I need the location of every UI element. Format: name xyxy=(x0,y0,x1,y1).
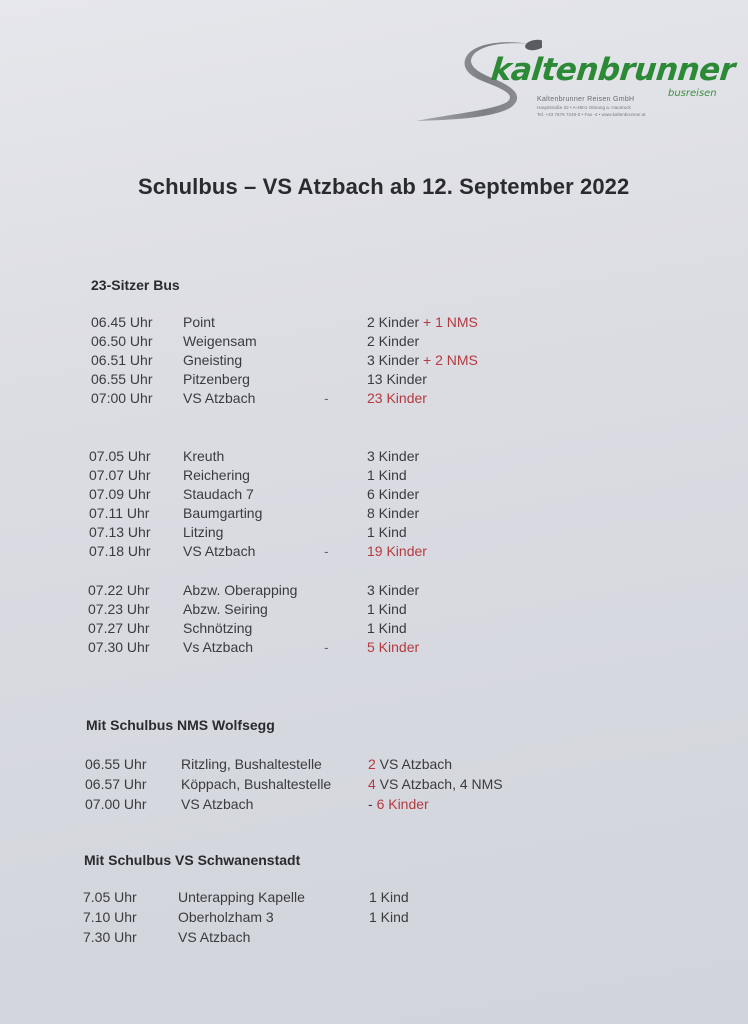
count-rest: VS Atzbach, 4 NMS xyxy=(375,776,503,792)
row-count: 3 Kinder xyxy=(367,582,420,598)
row-stop: Abzw. Seiring xyxy=(183,601,268,617)
row-stop: Point xyxy=(183,314,215,330)
row-stop: VS Atzbach xyxy=(178,929,251,945)
row-total: 5 Kinder xyxy=(367,639,420,655)
row-total: 23 Kinder xyxy=(367,390,427,406)
logo-contact: Tel. +43 7676 7240-0 • Fax -4 • www.kaltenbrunner.at xyxy=(537,112,646,117)
row-time: 07.11 Uhr xyxy=(89,505,150,521)
row-time: 07.27 Uhr xyxy=(88,620,150,636)
row-stop: Köppach, Bushaltestelle xyxy=(181,776,332,792)
row-stop: Oberholzham 3 xyxy=(178,909,274,925)
row-time: 07.23 Uhr xyxy=(88,601,150,617)
row-stop: Baumgarting xyxy=(183,505,263,521)
row-time: 07.13 Uhr xyxy=(89,524,151,540)
count-extra: + 1 NMS xyxy=(423,314,478,330)
row-dash: - xyxy=(368,796,377,812)
section-heading-23-sitzer: 23-Sitzer Bus xyxy=(91,277,180,293)
row-dash: - xyxy=(324,543,329,559)
row-total: 19 Kinder xyxy=(367,543,427,559)
company-logo xyxy=(412,36,737,128)
row-count xyxy=(368,796,429,812)
row-time: 07.07 Uhr xyxy=(89,467,151,483)
row-count: 8 Kinder xyxy=(367,505,420,521)
count-rest: VS Atzbach xyxy=(375,756,453,772)
row-dash: - xyxy=(324,390,329,406)
count-value: 3 Kinder xyxy=(367,352,420,368)
row-count: 1 Kind xyxy=(369,889,409,905)
row-stop: Ritzling, Bushaltestelle xyxy=(181,756,322,772)
row-count xyxy=(368,776,503,792)
row-time: 7.10 Uhr xyxy=(83,909,137,925)
row-count: 1 Kind xyxy=(369,909,409,925)
row-time: 07:00 Uhr xyxy=(91,390,153,406)
row-count: 1 Kind xyxy=(367,601,407,617)
row-stop: Unterapping Kapelle xyxy=(178,889,305,905)
row-time: 07.30 Uhr xyxy=(88,639,150,655)
count-value: 2 Kinder xyxy=(367,314,420,330)
row-time: 06.51 Uhr xyxy=(91,352,153,368)
row-time: 7.05 Uhr xyxy=(83,889,137,905)
row-count xyxy=(367,314,478,330)
row-total: 6 Kinder xyxy=(376,796,429,812)
row-stop: VS Atzbach xyxy=(183,390,256,406)
logo-subtitle: busreisen xyxy=(668,88,717,99)
page-title: Schulbus – VS Atzbach ab 12. September 2022 xyxy=(138,174,630,199)
row-time: 06.50 Uhr xyxy=(91,333,153,349)
row-count: 1 Kind xyxy=(367,620,407,636)
row-stop: VS Atzbach xyxy=(181,796,254,812)
count-number: 2 xyxy=(368,756,376,772)
row-time: 06.55 Uhr xyxy=(91,371,153,387)
row-time: 07.09 Uhr xyxy=(89,486,151,502)
row-time: 07.05 Uhr xyxy=(89,448,151,464)
row-time: 06.45 Uhr xyxy=(91,314,153,330)
row-count xyxy=(367,352,478,368)
section-heading-nms-wolfsegg: Mit Schulbus NMS Wolfsegg xyxy=(86,717,275,733)
row-time: 07.22 Uhr xyxy=(88,582,150,598)
section-heading-vs-schwanenstadt: Mit Schulbus VS Schwanenstadt xyxy=(84,852,301,868)
count-number: 4 xyxy=(368,776,376,792)
logo-address: Hauptstraße 32 • A-4901 Ottnang a. Hausruck xyxy=(537,105,631,110)
row-count: 1 Kind xyxy=(367,467,407,483)
logo-wordmark: kaltenbrunner xyxy=(489,52,737,88)
row-count: 3 Kinder xyxy=(367,448,420,464)
row-count: 1 Kind xyxy=(367,524,407,540)
row-stop: Schnötzing xyxy=(183,620,253,636)
row-stop: Gneisting xyxy=(183,352,243,368)
row-stop: Staudach 7 xyxy=(183,486,254,502)
row-stop: Litzing xyxy=(183,524,224,540)
row-stop: Weigensam xyxy=(183,333,257,349)
row-count xyxy=(368,756,452,772)
logo-company-name: Kaltenbrunner Reisen GmbH xyxy=(537,96,635,103)
row-count: 2 Kinder xyxy=(367,333,420,349)
row-count: 13 Kinder xyxy=(367,371,427,387)
row-stop: Kreuth xyxy=(183,448,225,464)
count-extra: + 2 NMS xyxy=(423,352,478,368)
row-time: 07.18 Uhr xyxy=(89,543,151,559)
row-dash: - xyxy=(324,639,329,655)
row-stop: Vs Atzbach xyxy=(183,639,254,655)
row-count: 6 Kinder xyxy=(367,486,420,502)
row-stop: Reichering xyxy=(183,467,250,483)
row-time: 07.00 Uhr xyxy=(85,796,147,812)
row-stop: Abzw. Oberapping xyxy=(183,582,298,598)
row-time: 06.55 Uhr xyxy=(85,756,147,772)
row-time: 7.30 Uhr xyxy=(83,929,137,945)
row-time: 06.57 Uhr xyxy=(85,776,147,792)
row-stop: VS Atzbach xyxy=(183,543,256,559)
row-stop: Pitzenberg xyxy=(183,371,250,387)
